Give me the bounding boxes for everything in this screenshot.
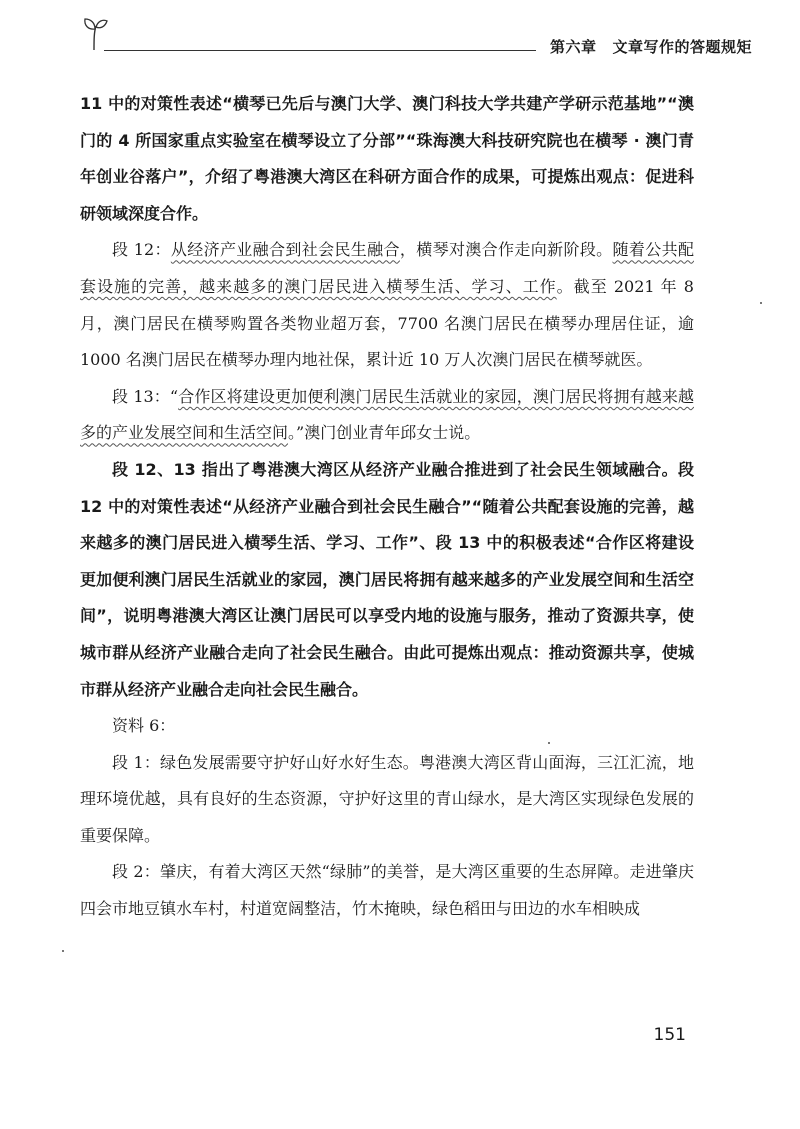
text-segment: ，横琴对澳合作走向新阶段。 bbox=[399, 240, 613, 260]
paragraph-label: 段 12： bbox=[112, 240, 171, 260]
underlined-phrase: 合作区将建设更加便利澳门居民生活就业的家园，澳门居民将拥有越来越多的产业发展空间和生活空间 bbox=[80, 386, 694, 443]
paragraph-source-m6-2: 段 2：肇庆，有着大湾区天然“绿肺”的美誉，是大湾区重要的生态屏障。走进肇庆四会市地豆镇水车村，村道宽阔整洁，竹木掩映，绿色稻田与田边的水车相映成 bbox=[80, 862, 694, 919]
text-segment: 。”澳门创业青年邱女士说。 bbox=[288, 423, 481, 443]
paragraph-analysis-12-13: 段 12、13 指出了粤港澳大湾区从经济产业融合推进到了社会民生领域融合。段 12 中的对策性表述“从经济产业融合到社会民生融合”“随着公共配套设施的完善，越来越多的澳门居民进入横琴生活、学习、工作”、段 13 中的积极表述“合作区将建设更加便利澳门居民生活就业的家园，澳门居民将拥有越来越多的产业发展空间和生活空间”，说明粤港澳大湾区让澳门居民可以享受内地的设施与服务，推动了资源共享，使城市群从经济产业融合走向了社会民生融合。由此可提炼出观点：推动资源共享，使城市群从经济产业融合走向社会民生融合。 bbox=[80, 459, 694, 699]
scan-speck bbox=[760, 302, 762, 304]
running-header bbox=[82, 16, 753, 56]
scan-speck bbox=[62, 950, 64, 952]
underlined-phrase: 随着公共配套设施的完善，越来越多的澳门居民进入横琴生活、学习、工作 bbox=[80, 240, 694, 296]
chapter-number: 第六章 bbox=[550, 38, 597, 56]
page-number: 151 bbox=[653, 1025, 686, 1045]
chapter-heading bbox=[550, 36, 752, 57]
scan-speck bbox=[548, 742, 550, 744]
body-text bbox=[80, 86, 694, 928]
paragraph-analysis-11: 11 中的对策性表述“横琴已先后与澳门大学、澳门科技大学共建产学研示范基地”“澳门的 4 所国家重点实验室在横琴设立了分部”“珠海澳大科技研究院也在横琴 · 澳门青年创业谷落户”，介绍了粤港澳大湾区在科研方面合作的成果，可提炼出观点：促进科研领域深度合作。 bbox=[80, 94, 694, 223]
sprout-leaf-icon bbox=[82, 16, 108, 52]
chapter-title: 文章写作的答题规矩 bbox=[612, 38, 753, 56]
header-rule bbox=[104, 50, 536, 51]
paragraph-source-13 bbox=[80, 379, 694, 452]
paragraph-source-m6-1: 段 1：绿色发展需要守护好山好水好生态。粤港澳大湾区背山面海，三江汇流，地理环境优越，具有良好的生态资源，守护好这里的青山绿水，是大湾区实现绿色发展的重要保障。 bbox=[80, 752, 694, 845]
paragraph-source-12 bbox=[80, 232, 694, 378]
text-segment: 。截至 2021 年 8 月，澳门居民在横琴购置各类物业超万套，7700 名澳门居民在横琴办理居住证，逾 1000 名澳门居民在横琴办理内地社保，累计近 10 万人次澳门居民在横琴就医。 bbox=[80, 276, 694, 370]
paragraph-label: 段 13：“ bbox=[112, 386, 179, 406]
material-heading: 资料 6： bbox=[112, 716, 176, 736]
underlined-phrase: 从经济产业融合到社会民生融合 bbox=[170, 240, 400, 260]
